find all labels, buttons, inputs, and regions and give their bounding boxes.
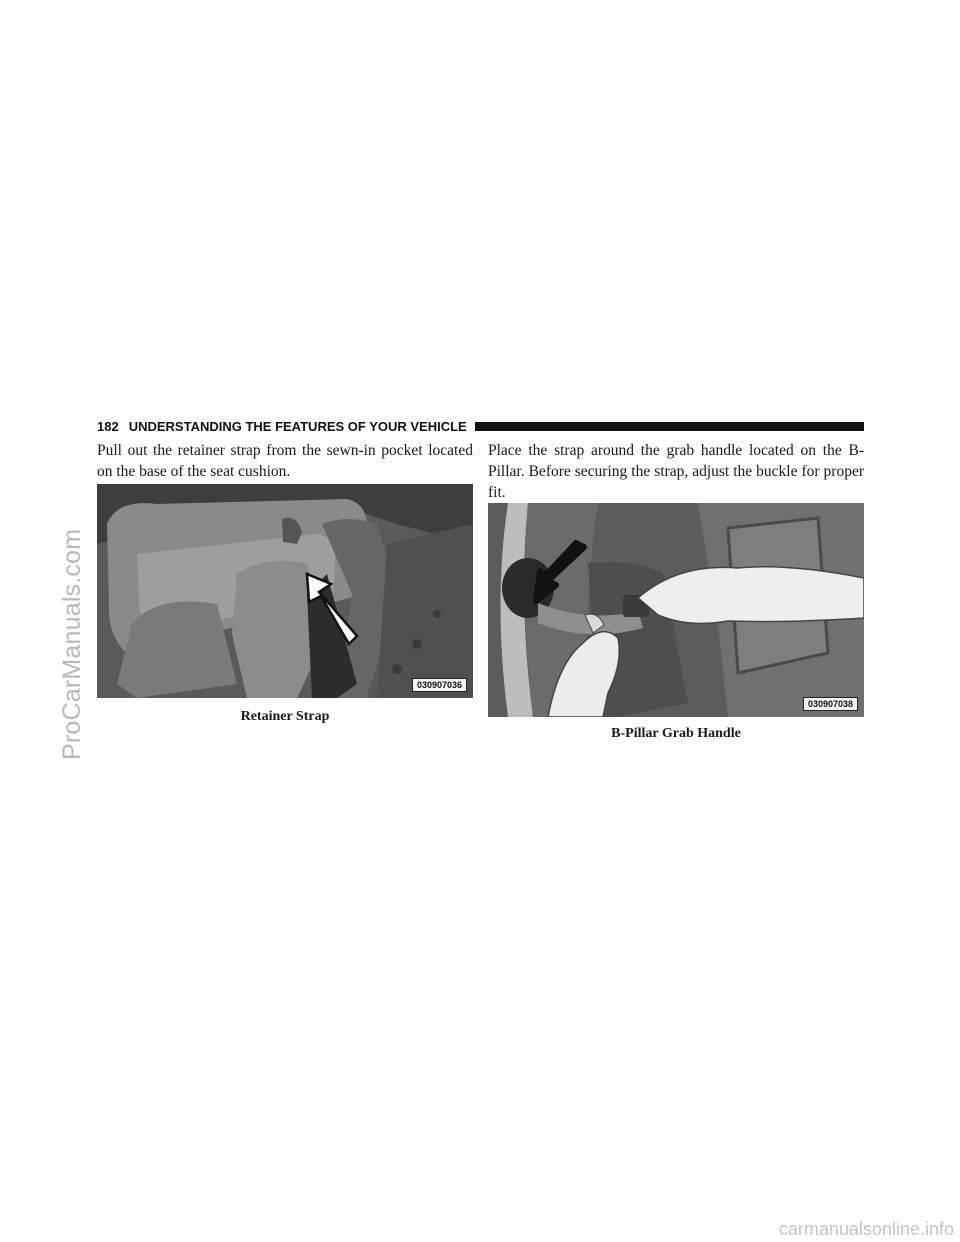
retainer-strap-figure: [97, 484, 473, 698]
figure-code: 030907036: [412, 678, 467, 692]
side-watermark: ProCarManuals.com: [58, 528, 86, 760]
page-header: [97, 417, 864, 435]
right-instruction-paragraph: Place the strap around the grab handle located on the B-Pillar. Before securing the strap, adjust the buckle for proper fit.: [488, 442, 864, 501]
bottom-watermark: carmanualsonline.info: [778, 1219, 954, 1239]
b-pillar-illustration: [488, 503, 864, 717]
b-pillar-grab-handle-figure: [488, 503, 864, 717]
section-title: UNDERSTANDING THE FEATURES OF YOUR VEHICLE: [128, 418, 467, 434]
figure-code: 030907038: [803, 697, 858, 711]
header-rule: [475, 422, 864, 431]
figure-caption: Retainer Strap: [240, 709, 330, 724]
retainer-strap-illustration: [97, 484, 473, 698]
left-instruction-paragraph: Pull out the retainer strap from the sewn-in pocket located on the base of the seat cushion.: [97, 442, 473, 480]
page-number: 182: [97, 418, 119, 434]
figure-caption: B-Pillar Grab Handle: [611, 726, 741, 741]
